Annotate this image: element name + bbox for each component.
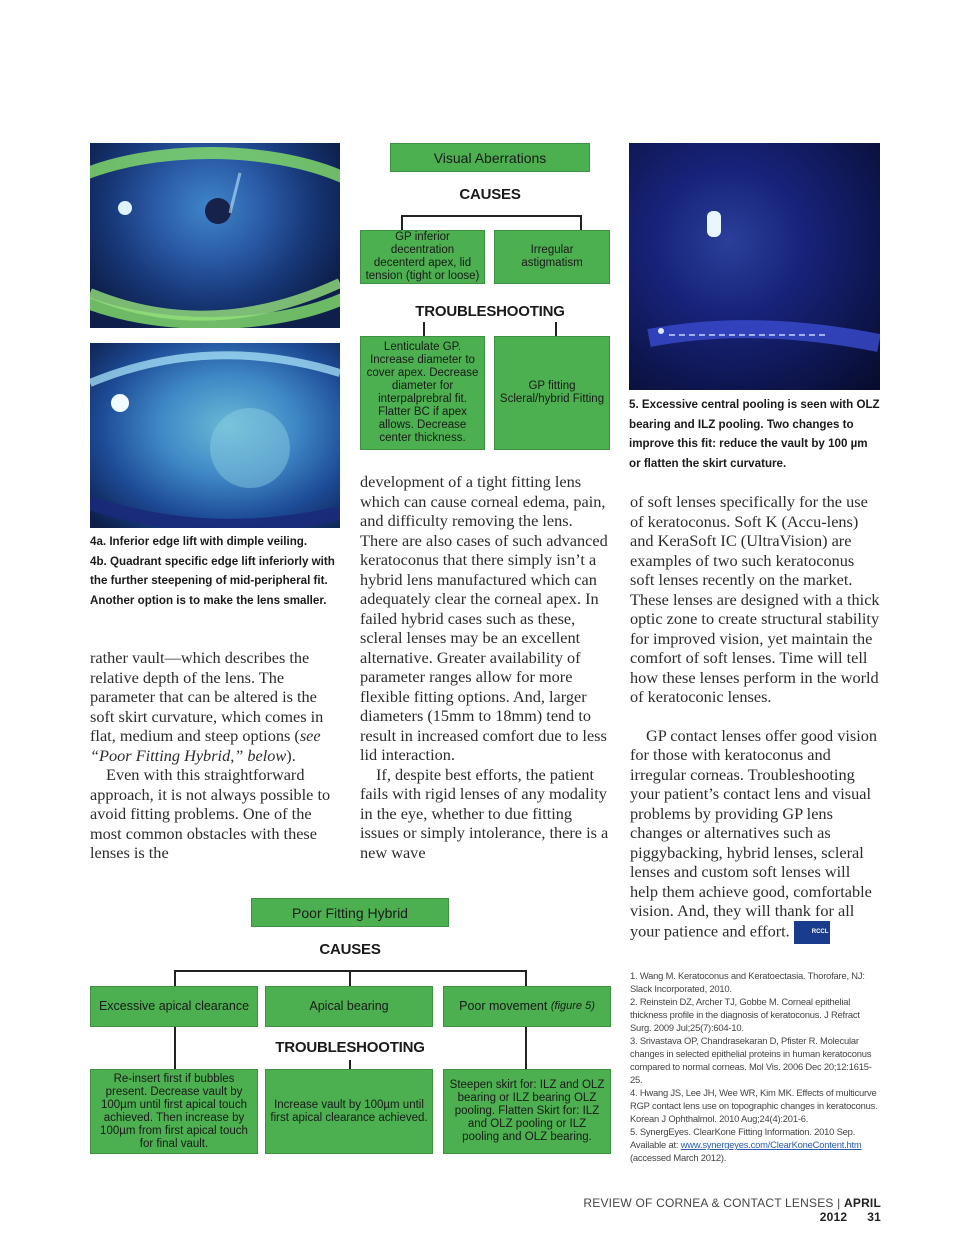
eye-image-4a <box>90 143 340 328</box>
hybrid-title: Poor Fitting Hybrid <box>251 898 449 927</box>
figure-4b-photo <box>90 343 340 528</box>
col1-paragraph-1: rather vault—which describes the relative depth of the lens. The parameter that can be altered is the soft skirt curvature, which comes in flat, medium and steep options ( <box>90 648 324 745</box>
footer-issue: APRIL 2012 <box>819 1196 881 1224</box>
connector <box>174 1027 176 1069</box>
reference-item: 3. Srivastava OP, Chandrasekaran D, Pfister R. Molecular changes in selected epithelial proteins in human keratoconus compared to normal corneas. Mol Vis. 2006 Dec 20;12:1615-25. <box>630 1035 872 1085</box>
col2-paragraph-2: If, despite best efforts, the patient fails with rigid lenses of any modality in the eye, whether to due fitting issues or simply intolerance, there is a new wave <box>360 764 609 862</box>
column-1-text <box>90 648 342 863</box>
column-3-text <box>630 492 882 944</box>
visual-troubleshooting-heading: TROUBLESHOOTING <box>415 303 565 320</box>
reference-item: 4. Hwang JS, Lee JH, Wee WR, Kim MK. Effects of multicurve RGP contact lens use on topographic changes in keratoconus. Korean J Ophthalmol. 2010 Aug;24(4):201-6. <box>630 1087 878 1124</box>
col2-paragraph-1: development of a tight fitting lens which can cause corneal edema, pain, and difficulty removing the lens. There are also cases of such advanced keratoconus that there simply isn’t a hybrid lens manufactured which can adequately clear the corneal apex. In failed hybrid cases such as these, scleral lenses may be an excellent alternative. Greater availability of parameter ranges allow for more flexible fitting options. And, larger diameters (15mm to 18mm) tend to result in increased comfort due to less lid interaction. <box>360 472 608 764</box>
hybrid-fix-reinsert: Re-insert first if bubbles present. Decrease vault by 100µm until first apical touch achieved. Then increase by 100µm from first apical touch for final vault. <box>90 1069 258 1154</box>
hybrid-cause-apical-clearance: Excessive apical clearance <box>90 986 258 1027</box>
synergeyes-link[interactable]: www.synergeyes.com/ClearKoneContent.htm <box>680 1139 862 1150</box>
connector <box>555 322 557 336</box>
connector <box>580 215 582 230</box>
connector <box>401 215 582 217</box>
eye-image-5 <box>629 143 880 390</box>
page-number: 31 <box>867 1210 881 1224</box>
col3-paragraph-1: of soft lenses specifically for the use of keratoconus. Soft K (Accu-lens) and KeraSoft IC (UltraVision) are examples of two such keratoconus soft lenses recently on the market. These lenses are designed with a thick optic zone to create structural stability for improved vision, yet maintain the comfort of soft lenses. Time will tell how these lenses perform in the world of keratoconic lenses. <box>630 492 880 706</box>
reference-item: 5. SynergEyes. ClearKone Fitting Information. 2010 Sep. Available at: www.synergeyes.com/ClearKoneContent.htm (accessed March 2012). <box>630 1126 862 1163</box>
visual-fix-gp-fitting: GP fitting Scleral/hybrid Fitting <box>494 336 610 450</box>
caption-4a: 4a. Inferior edge lift with dimple veiling. <box>90 535 308 548</box>
connector <box>349 970 351 986</box>
page-footer <box>569 1196 881 1224</box>
figure-5-ref: (figure 5) <box>550 1000 595 1012</box>
eye-image-4b <box>90 343 340 528</box>
connector <box>401 215 403 230</box>
connector <box>525 970 527 986</box>
figure-5-caption: 5. Excessive central pooling is seen with OLZ bearing and ILZ pooling. Two changes to improve this fit: reduce the vault by 100 µm or flatten the skirt curvature. <box>629 398 880 470</box>
rccl-end-logo: RCCL <box>794 921 831 945</box>
connector <box>525 1027 527 1069</box>
references <box>630 969 880 1164</box>
connector <box>349 1060 351 1069</box>
column-2-text <box>360 472 610 862</box>
hybrid-causes-heading: CAUSES <box>319 941 381 958</box>
connector <box>174 970 176 986</box>
hybrid-fix-skirt: Steepen skirt for: ILZ and OLZ bearing or ILZ bearing OLZ pooling. Flatten Skirt for: ILZ and OLZ pooling or ILZ pooling and OLZ bearing. <box>443 1069 611 1154</box>
figure-5-photo <box>629 143 880 390</box>
reference-item: 2. Reinstein DZ, Archer TJ, Gobbe M. Corneal epithelial thickness profile in the diagnosis of keratoconus. J Refract Surg. 2009 Jul;25(7):604-10. <box>630 996 860 1033</box>
reference-item: 1. Wang M. Keratoconus and Keratoectasia. Thorofare, NJ: Slack Incorporated, 2010. <box>630 970 865 994</box>
col1-paragraph-1-end: ). <box>286 745 296 765</box>
connector <box>423 322 425 336</box>
visual-cause-astigmatism: Irregular astigmatism <box>494 230 610 284</box>
visual-cause-decentration: GP inferior decentration decenterd apex, lid tension (tight or loose) <box>360 230 485 284</box>
hybrid-cause-apical-bearing: Apical bearing <box>265 986 433 1027</box>
visual-causes-heading: CAUSES <box>459 186 521 203</box>
hybrid-cause-poor-movement <box>443 986 611 1027</box>
figure-4-caption <box>90 532 340 610</box>
caption-4b: 4b. Quadrant specific edge lift inferiorly with the further steepening of mid-peripheral fit. Another option is to make the lens smaller. <box>90 554 335 607</box>
figure-4a-photo <box>90 143 340 328</box>
col3-paragraph-2: GP contact lenses offer good vision for those with keratoconus and irregular corneas. Troubleshooting your patient’s contact lens and visual problems by providing GP lens changes or alternatives such as piggybacking, hybrid lenses, scleral lenses and custom soft lenses will help them achieve good, comfortable vision. And, they will thank for all your patience and effort. <box>630 725 878 940</box>
hybrid-fix-increase-vault: Increase vault by 100µm until first apical clearance achieved. <box>265 1069 433 1154</box>
footer-journal: REVIEW OF CORNEA & CONTACT LENSES | <box>583 1196 844 1210</box>
visual-aberrations-title: Visual Aberrations <box>390 143 590 172</box>
visual-fix-lenticulate: Lenticulate GP. Increase diameter to cover apex. Decrease diameter for interpalprebral fit. Flatter BC if apex allows. Decrease center thickness. <box>360 336 485 450</box>
col1-italic-ref: see “Poor Fitting Hybrid,” below <box>90 726 321 765</box>
col1-paragraph-2: Even with this straightforward approach, it is not always possible to avoid fitting problems. One of the most common obstacles with these lenses is the <box>90 765 331 862</box>
poor-movement-label: Poor movement <box>459 999 548 1013</box>
hybrid-troubleshooting-heading: TROUBLESHOOTING <box>275 1039 425 1056</box>
